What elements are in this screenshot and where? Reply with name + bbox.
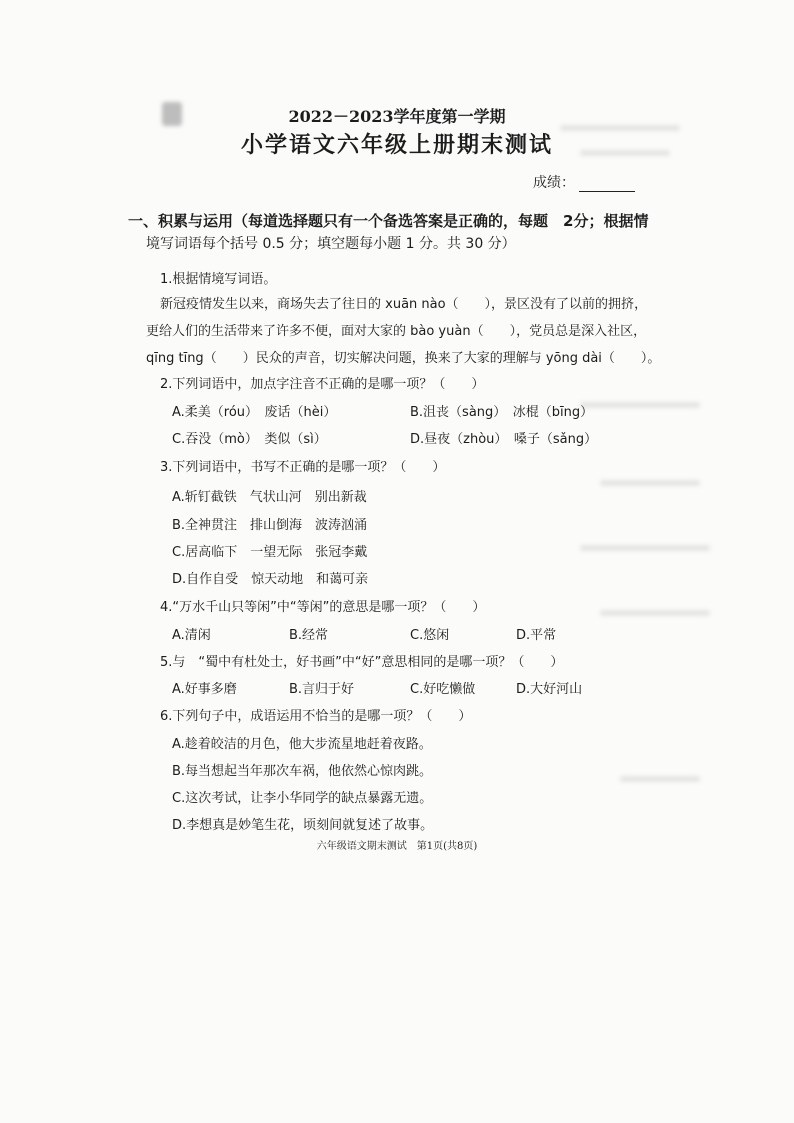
bleed-through-mark <box>600 480 700 486</box>
question-6-option-d[interactable]: D.李想真是妙笔生花，顷刻间就复述了故事。 <box>172 818 434 833</box>
question-6-option-c[interactable]: C.这次考试，让李小华同学的缺点暴露无遗。 <box>172 791 433 806</box>
question-6-title: 6.下列句子中，成语运用不恰当的是哪一项？（ ） <box>160 709 472 724</box>
question-4-option-c[interactable]: C.悠闲 <box>410 628 450 643</box>
question-4-option-b[interactable]: B.经常 <box>289 628 329 643</box>
question-2-option-a[interactable]: A.柔美（róu） 废话（hèi） <box>172 405 337 420</box>
section-heading-continued: 境写词语每个括号 0.5 分；填空题每小题 1 分。共 30 分） <box>146 236 516 252</box>
question-4-option-d[interactable]: D.平常 <box>516 628 557 643</box>
question-3-option-c[interactable]: C.居高临下 一望无际 张冠李戴 <box>172 545 368 560</box>
question-1-title: 1.根据情境写词语。 <box>160 272 277 287</box>
question-5-title: 5.与 “蜀中有杜处士，好书画”中“好”意思相同的是哪一项？（ ） <box>160 655 564 670</box>
bleed-through-mark <box>620 776 700 782</box>
page-footer: 六年级语文期末测试 第1页(共8页) <box>316 841 478 852</box>
question-5-option-b[interactable]: B.言归于好 <box>289 682 355 697</box>
question-5-option-d[interactable]: D.大好河山 <box>516 682 583 697</box>
question-2-title: 2.下列词语中，加点字注音不正确的是哪一项？（ ） <box>160 377 485 392</box>
question-1-passage-line: 更给人们的生活带来了许多不便，面对大家的 bào yuàn（ ），党员总是深入社区， <box>146 324 647 339</box>
score-field <box>533 172 635 192</box>
school-year-title: 2022－2023学年度第一学期 <box>288 107 506 126</box>
exam-title: 小学语文六年级上册期末测试 <box>240 132 553 158</box>
question-4-title: 4.“万水千山只等闲”中“等闲”的意思是哪一项？（ ） <box>160 600 486 615</box>
question-6-option-b[interactable]: B.每当想起当年那次车祸，他依然心惊肉跳。 <box>172 764 433 779</box>
question-5-option-c[interactable]: C.好吃懒做 <box>410 682 476 697</box>
question-4-option-a[interactable]: A.清闲 <box>172 628 211 643</box>
score-label: 成绩： <box>533 175 575 191</box>
question-5-option-a[interactable]: A.好事多磨 <box>172 682 237 697</box>
bleed-through-mark <box>600 610 710 616</box>
question-1-passage-line: qīng tīng（ ）民众的声音，切实解决问题，换来了大家的理解与 yōng dài（ ）。 <box>146 351 661 366</box>
question-1-passage-line: 新冠疫情发生以来，商场失去了往日的 xuān nào（ ），景区没有了以前的拥挤， <box>160 297 648 312</box>
question-3-option-d[interactable]: D.自作自受 惊天动地 和蔼可亲 <box>172 572 369 587</box>
bleed-through-mark <box>580 402 700 408</box>
question-6-option-a[interactable]: A.趁着皎洁的月色，他大步流星地赶着夜路。 <box>172 737 432 752</box>
section-heading: 一、积累与运用（每道选择题只有一个备选答案是正确的，每题 2分；根据情 <box>128 212 649 230</box>
bleed-through-mark <box>580 545 710 551</box>
question-2-option-c[interactable]: C.吞没（mò） 类似（sì） <box>172 432 327 447</box>
question-3-option-a[interactable]: A.斩钉截铁 气状山河 别出新裁 <box>172 490 367 505</box>
question-2-option-d[interactable]: D.昼夜（zhòu） 嗓子（sǎng） <box>410 432 598 447</box>
question-3-option-b[interactable]: B.全神贯注 排山倒海 波涛汹涌 <box>172 518 368 533</box>
score-blank[interactable] <box>579 177 635 192</box>
question-3-title: 3.下列词语中，书写不正确的是哪一项？（ ） <box>160 460 446 475</box>
question-2-option-b[interactable]: B.沮丧（sàng） 冰棍（bīng） <box>410 405 594 420</box>
